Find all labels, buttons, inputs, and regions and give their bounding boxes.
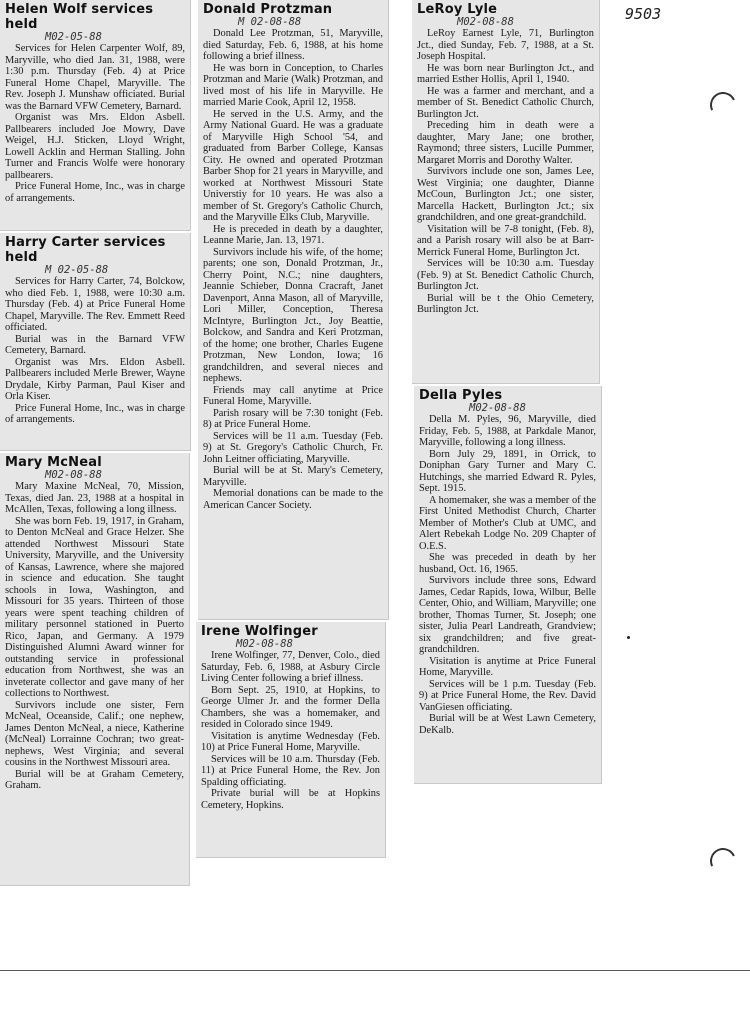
obituary-paragraph: Organist was Mrs. Eldon Asbell. Pallbearers included Joe Mowry, Dave Weigel, H.J. Sticken, Lloyd Wright, Lowell Acklin and Herman Stalling. John Turner and Francis Wolfe were honorary pallbearers.: [5, 112, 185, 181]
page-edge-line: [0, 970, 750, 971]
obituary-paragraph: Visitation is anytime Wednesday (Feb. 10) at Price Funeral Home, Maryville.: [201, 730, 380, 753]
obituary-heading: Irene Wolfinger: [201, 624, 318, 639]
handwritten-date: M02-08-88: [45, 469, 102, 481]
handwritten-date: M 02-05-88: [45, 264, 109, 276]
obituary-paragraph: Survivors include one son, James Lee, West Virginia; one daughter, Dianne McCoun, Burlington Jct.; one sister, Marcella Hackett, Burlington Jct.; six grandchildren, and one great-grandchild.: [417, 166, 594, 223]
obituary-donald-protzman: [198, 0, 389, 620]
binder-hole-mark: [706, 88, 739, 121]
obituary-paragraph: Price Funeral Home, Inc., was in charge of arrangements.: [5, 181, 185, 204]
ink-speck: [627, 636, 630, 639]
obituary-heading: Donald Protzman: [203, 2, 333, 17]
obituary-paragraph: Burial will be at St. Mary's Cemetery, Maryville.: [203, 465, 383, 488]
obituary-paragraph: He served in the U.S. Army, and the Army National Guard. He was a graduate of Maryville High School '54, and graduated from Barber College, Kansas City. He owned and operated Protzman Barber Shop for 21 years in Maryville, and worked at Northwest Missouri State Universtiy for 10 years. He was also a member of St. Gregory's Catholic Church, and the Maryville Elks Club, Maryville.: [203, 108, 383, 223]
obituary-paragraph: Services will be 10:30 a.m. Tuesday (Feb. 9) at St. Benedict Catholic Church, Burlington Jct.: [417, 258, 594, 292]
handwritten-date: M02-08-88: [236, 638, 293, 650]
binder-hole-mark: [706, 844, 739, 877]
obituary-paragraph: Della M. Pyles, 96, Maryville, died Friday, Feb. 5, 1988, at Parkdale Manor, Maryville, following a long illness.: [419, 414, 596, 448]
obituary-paragraph: Services for Helen Carpenter Wolf, 89, Maryville, who died Jan. 31, 1988, were 1:30 p.m. Thursday (Feb. 4) at Price Funeral Home Chapel, Maryville. The Rev. Joseph J. Munshaw officiated. Burial was the Barnard VFW Cemetery, Barnard.: [5, 43, 185, 112]
obituary-paragraph: Friends may call anytime at Price Funeral Home, Maryville.: [203, 384, 383, 407]
obituary-helen-wolf: [0, 0, 191, 231]
handwritten-file-number: 9503: [625, 5, 662, 23]
obituary-heading: Mary McNeal: [5, 455, 102, 470]
obituary-paragraph: Irene Wolfinger, 77, Denver, Colo., died Saturday, Feb. 6, 1988, at Asbury Circle Living Center following a brief illness.: [201, 650, 380, 684]
obituary-leroy-lyle: [412, 0, 600, 384]
obituary-paragraph: Price Funeral Home, Inc., was in charge of arrangements.: [5, 402, 185, 425]
obituary-paragraph: Private burial will be at Hopkins Cemetery, Hopkins.: [201, 788, 380, 811]
obituary-paragraph: Services will be 11 a.m. Tuesday (Feb. 9) at St. Gregory's Catholic Church, Fr. John Leitner officiating, Maryville.: [203, 430, 383, 465]
obituary-heading: Della Pyles: [419, 388, 503, 403]
handwritten-date: M02-08-88: [457, 16, 514, 28]
obituary-paragraph: She was preceded in death by her husband, Oct. 16, 1965.: [419, 552, 596, 575]
obituary-paragraph: He was born in Conception, to Charles Protzman and Marie (Walk) Protzman, and lived most of his life in Maryville. He married Marie Cook, April 12, 1958.: [203, 62, 383, 108]
obituary-della-pyles: [414, 386, 602, 784]
obituary-paragraph: Burial was in the Barnard VFW Cemetery, Barnard.: [5, 333, 185, 356]
obituary-paragraph: Services will be 1 p.m. Tuesday (Feb. 9) at Price Funeral Home, the Rev. David VanGiesen officiating.: [419, 678, 596, 713]
obituary-paragraph: Preceding him in death were a daughter, Mary Jane; one brother, Raymond; three sisters, Lucille Pummer, Margaret Morris and Dorothy Walter.: [417, 120, 594, 166]
obituary-paragraph: He is preceded in death by a daughter, Leanne Marie, Jan. 13, 1971.: [203, 223, 383, 246]
obituary-paragraph: Memorial donations can be made to the American Cancer Society.: [203, 488, 383, 511]
obituary-paragraph: Burial will be at West Lawn Cemetery, DeKalb.: [419, 713, 596, 736]
obituary-paragraph: Burial will be at Graham Cemetery, Graham.: [5, 768, 184, 791]
obituary-mary-mcneal: [0, 453, 190, 886]
obituary-heading: Harry Carter services held: [5, 235, 166, 265]
obituary-paragraph: Survivors include one sister, Fern McNeal, Oceanside, Calif.; one nephew, James Denton McNeal, a niece, Katherine (McNeal) Lorrainne Cochran; two great-nephews, West Virginia; and several cousins in the Northwest Missouri area.: [5, 699, 184, 768]
obituary-heading: LeRoy Lyle: [417, 2, 498, 17]
obituary-harry-carter: [0, 233, 191, 451]
obituary-paragraph: Organist was Mrs. Eldon Asbell. Pallbearers included Merle Brewer, Wayne Drydale, Kirby Parman, Paul Kiser and Orla Kiser.: [5, 356, 185, 402]
obituary-paragraph: Survivors include three sons, Edward James, Cedar Rapids, Iowa, Wilbur, Belle Center, Ohio, and William, Maryville; one brother, Thomas Turner, St. Joseph; one sister, Julia Pearl Landreath, Grandview; six grandchildren; and five great-grandchildren.: [419, 575, 596, 655]
handwritten-date: M02-05-88: [45, 31, 102, 43]
obituary-paragraph: He was born near Burlington Jct., and married Esther Hollis, April 1, 1940.: [417, 62, 594, 85]
obituary-paragraph: Visitation is anytime at Price Funeral Home, Maryville.: [419, 655, 596, 678]
obituary-paragraph: Visitation will be 7-8 tonight, (Feb. 8), and a Parish rosary will also be at Barr-Merrick Funeral Home, Burlington Jct.: [417, 223, 594, 258]
obituary-heading: Helen Wolf services held: [5, 2, 154, 32]
obituary-paragraph: LeRoy Earnest Lyle, 71, Burlington Jct., died Sunday, Feb. 7, 1988, at a St. Joseph Hospital.: [417, 28, 594, 62]
obituary-paragraph: Survivors include his wife, of the home; parents; one son, Donald Protzman, Jr., Cherry Point, N.C.; nine daughters, Jeannie Schieber, Donna Cracraft, Janet Davenport, Anna Mason, all of Maryville, Lori Miller, Conception, Theresa McIntyre, Burlington Jct., Joy Beattie, Bolckow, and Sandra and Keri Protzman, of the home; one brother, Charles Eugene Protzman, New London, Iowa; 16 grandchildren, and several nieces and nephews.: [203, 246, 383, 384]
handwritten-date: M02-08-88: [469, 402, 526, 414]
obituary-paragraph: Mary Maxine McNeal, 70, Mission, Texas, died Jan. 23, 1988 at a hospital in McAllen, Texas, following a long illness.: [5, 481, 184, 515]
obituary-irene-wolfinger: [196, 622, 386, 858]
obituary-paragraph: Donald Lee Protzman, 51, Maryville, died Saturday, Feb. 6, 1988, at his home following a brief illness.: [203, 28, 383, 62]
obituary-paragraph: Services for Harry Carter, 74, Bolckow, who died Feb. 1, 1988, were 10:30 a.m. Thursday (Feb. 4) at Price Funeral Home Chapel, Maryville. The Rev. Emmett Reed officiated.: [5, 276, 185, 333]
obituary-paragraph: He was a farmer and merchant, and a member of St. Benedict Catholic Church, Burlington Jct.: [417, 85, 594, 120]
obituary-paragraph: Born July 29, 1891, in Orrick, to Doniphan Gary Turner and Mary C. Hutchings, she married Edward R. Pyles, Sept. 1915.: [419, 448, 596, 494]
obituary-paragraph: She was born Feb. 19, 1917, in Graham, to Denton McNeal and Grace Helzer. She attended Northwest Missouri State University, Maryville, and the University of Kansas, Lawrence, where she majored in science and education. She taught schools in Iowa, Washington, and Missouri for 35 years. Thirteen of those years were spent teaching children of military personnel stationed in Puerto Rico, Japan, and Germany. A 1979 Distinguished Alumni Award winner for outstanding service in professional education from Northwest, she was an inveterate collector and gave many of her collections to Northwest.: [5, 515, 184, 699]
obituary-paragraph: Services will be 10 a.m. Thursday (Feb. 11) at Price Funeral Home, the Rev. Jon Spalding officiating.: [201, 753, 380, 788]
obituary-paragraph: Parish rosary will be 7:30 tonight (Feb. 8) at Price Funeral Home.: [203, 407, 383, 430]
handwritten-date: M 02-08-88: [238, 16, 302, 28]
obituary-paragraph: Born Sept. 25, 1910, at Hopkins, to George Ulmer Jr. and the former Della Chambers, she was a homemaker, and resided in Colorado since 1949.: [201, 684, 380, 730]
obituary-paragraph: Burial will be t the Ohio Cemetery, Burlington Jct.: [417, 292, 594, 315]
obituary-paragraph: A homemaker, she was a member of the First United Methodist Church, Charter Member of Mother's Club at UMC, and Alert Rebekah Lodge No. 209 Chapter of O.E.S.: [419, 494, 596, 552]
